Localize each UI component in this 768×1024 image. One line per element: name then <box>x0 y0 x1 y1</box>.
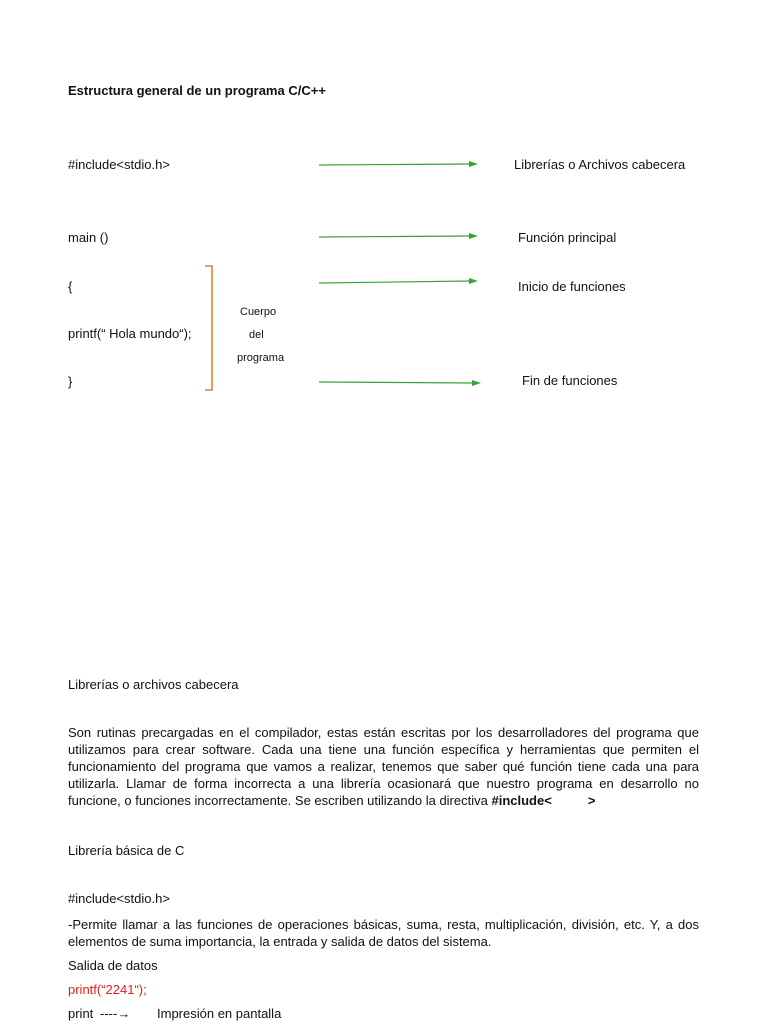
print-word: print <box>68 1006 94 1021</box>
page-title: Estructura general de un programa C/C++ <box>68 83 326 98</box>
paragraph-text: Son rutinas precargadas en el compilador, estas están escritas por los desarrolladores del programa que utilizamos para crear software. Cada una tiene una función específica y herramientas que permiten el funcionamiento del programa que vamos a realizar, tenemos que saber qué función tiene cada una para utilizarla. Llamar de forma incorrecta a una librería ocasionará que nuestro programa en desarrollo no funcione, o funciones incorrectamente. Se escriben utilizando la directiva <box>68 725 699 808</box>
code-include: #include<stdio.h> <box>68 157 170 172</box>
section-heading-basic: Librería básica de C <box>68 843 185 858</box>
label-main-fn: Función principal <box>518 230 617 245</box>
section-heading-libs: Librerías o archivos cabecera <box>68 677 239 692</box>
body-label-line1: Cuerpo <box>240 306 277 318</box>
include-directive: #include< <box>491 793 552 808</box>
label-start-fn: Inicio de funciones <box>518 279 626 294</box>
body-bracket-icon <box>200 264 220 394</box>
include-directive-end: > <box>587 793 596 808</box>
print-arrow: ----→ <box>100 1006 131 1021</box>
section-paragraph-libs <box>68 724 699 809</box>
code-main: main () <box>68 230 109 245</box>
code-open-brace: { <box>68 279 73 294</box>
printf-example: printf(“2241“); <box>68 982 147 997</box>
basic-include: #include<stdio.h> <box>68 891 170 906</box>
code-close-brace: } <box>68 374 73 389</box>
print-desc: Impresión en pantalla <box>157 1006 282 1021</box>
output-label: Salida de datos <box>68 958 158 973</box>
arrow-end-icon <box>318 377 483 389</box>
basic-description: -Permite llamar a las funciones de operaciones básicas, suma, resta, multiplicación, división, etc. Y, a dos elementos de suma importancia, la entrada y salida de datos del sistema. <box>68 917 699 949</box>
arrow-libs-icon <box>318 158 480 170</box>
body-label-line2: del <box>249 329 264 341</box>
body-label-line3: programa <box>237 352 285 364</box>
code-printf: printf(“ Hola mundo“); <box>68 326 192 341</box>
arrow-start-icon <box>318 276 480 288</box>
label-end-fn: Fin de funciones <box>522 373 618 388</box>
arrow-main-icon <box>318 230 480 242</box>
label-libs: Librerías o Archivos cabecera <box>514 157 686 172</box>
